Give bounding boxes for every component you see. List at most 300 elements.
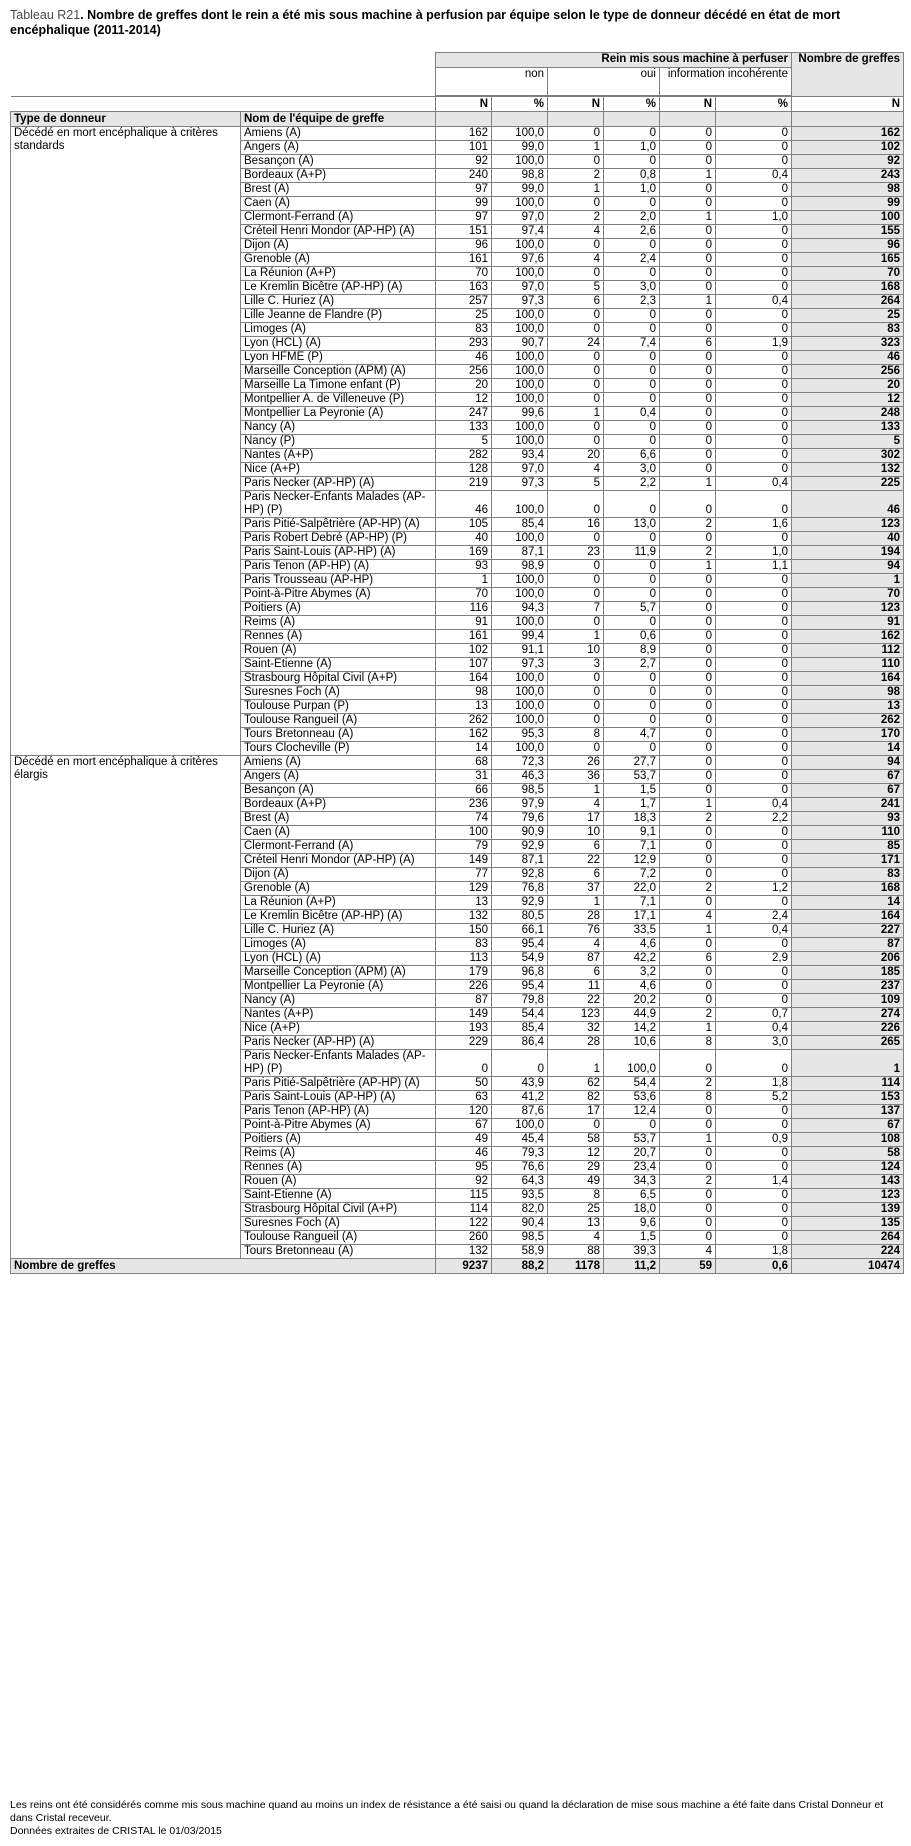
cell-non-pct: 43,9 bbox=[492, 1077, 548, 1091]
cell-total: 164 bbox=[792, 910, 904, 924]
n-header: N bbox=[792, 97, 904, 112]
cell-non-n: 122 bbox=[436, 1217, 492, 1231]
cell-non-n: 102 bbox=[436, 644, 492, 658]
cell-inc-pct: 3,0 bbox=[716, 1036, 792, 1050]
cell-non-n: 193 bbox=[436, 1022, 492, 1036]
cell-oui-n: 8 bbox=[548, 728, 604, 742]
cell-non-pct: 100,0 bbox=[492, 1119, 548, 1133]
cell-non-n: 236 bbox=[436, 798, 492, 812]
cell-non-pct: 94,3 bbox=[492, 602, 548, 616]
cell-oui-pct: 0 bbox=[604, 239, 660, 253]
cell-total: 1 bbox=[792, 574, 904, 588]
cell-total: 226 bbox=[792, 1022, 904, 1036]
cell-oui-n: 82 bbox=[548, 1091, 604, 1105]
cell-non-n: 169 bbox=[436, 546, 492, 560]
cell-total: 237 bbox=[792, 980, 904, 994]
cell-non-n: 79 bbox=[436, 840, 492, 854]
cell-non-pct: 97,9 bbox=[492, 798, 548, 812]
team-name: Limoges (A) bbox=[241, 938, 436, 952]
cell-non-pct: 0 bbox=[492, 1050, 548, 1077]
cell-non-n: 120 bbox=[436, 1105, 492, 1119]
cell-oui-n: 76 bbox=[548, 924, 604, 938]
cell-oui-n: 7 bbox=[548, 602, 604, 616]
team-name: Clermont-Ferrand (A) bbox=[241, 840, 436, 854]
cell-total: 1 bbox=[792, 1050, 904, 1077]
team-name: Lyon (HCL) (A) bbox=[241, 337, 436, 351]
cell-oui-n: 58 bbox=[548, 1133, 604, 1147]
cell-non-n: 282 bbox=[436, 449, 492, 463]
cell-inc-n: 0 bbox=[660, 700, 716, 714]
cell-total: 143 bbox=[792, 1175, 904, 1189]
team-name: Tours Bretonneau (A) bbox=[241, 728, 436, 742]
cell-non-pct: 95,4 bbox=[492, 938, 548, 952]
team-name: Nantes (A+P) bbox=[241, 449, 436, 463]
cell-non-n: 164 bbox=[436, 672, 492, 686]
cell-non-pct: 82,0 bbox=[492, 1203, 548, 1217]
table-title bbox=[10, 8, 905, 38]
cell-inc-n: 1 bbox=[660, 1022, 716, 1036]
cell-inc-pct: 0 bbox=[716, 155, 792, 169]
cell-oui-n: 0 bbox=[548, 700, 604, 714]
cell-inc-pct: 0 bbox=[716, 826, 792, 840]
cell-non-pct: 100,0 bbox=[492, 323, 548, 337]
cell-oui-pct: 6,6 bbox=[604, 449, 660, 463]
cell-oui-n: 4 bbox=[548, 1231, 604, 1245]
cell-oui-pct: 3,0 bbox=[604, 281, 660, 295]
cell-oui-pct: 0 bbox=[604, 435, 660, 449]
cell-non-n: 70 bbox=[436, 588, 492, 602]
cell-non-pct: 46,3 bbox=[492, 770, 548, 784]
cell-inc-n: 0 bbox=[660, 742, 716, 756]
cell-oui-n: 4 bbox=[548, 253, 604, 267]
cell-non-n: 87 bbox=[436, 994, 492, 1008]
cell-inc-n: 0 bbox=[660, 574, 716, 588]
cell-non-n: 219 bbox=[436, 477, 492, 491]
cell-inc-n: 2 bbox=[660, 882, 716, 896]
cell-total: 99 bbox=[792, 197, 904, 211]
cell-inc-n: 0 bbox=[660, 365, 716, 379]
cell-total: 46 bbox=[792, 351, 904, 365]
cell-oui-pct: 2,6 bbox=[604, 225, 660, 239]
cell-non-n: 49 bbox=[436, 1133, 492, 1147]
cell-oui-n: 0 bbox=[548, 714, 604, 728]
col-total-blank bbox=[792, 112, 904, 127]
cell-inc-n: 1 bbox=[660, 798, 716, 812]
cell-non-pct: 100,0 bbox=[492, 532, 548, 546]
team-name: Lille C. Huriez (A) bbox=[241, 295, 436, 309]
cell-oui-n: 0 bbox=[548, 421, 604, 435]
cell-inc-pct: 0 bbox=[716, 784, 792, 798]
cell-oui-pct: 4,6 bbox=[604, 980, 660, 994]
team-name: Suresnes Foch (A) bbox=[241, 686, 436, 700]
cell-inc-n: 0 bbox=[660, 239, 716, 253]
cell-oui-pct: 2,2 bbox=[604, 477, 660, 491]
cell-oui-n: 5 bbox=[548, 281, 604, 295]
sub-header-oui: oui bbox=[548, 68, 660, 96]
total-oui-pct: 11,2 bbox=[604, 1259, 660, 1274]
cell-total: 123 bbox=[792, 1189, 904, 1203]
cell-non-pct: 85,4 bbox=[492, 1022, 548, 1036]
cell-total: 132 bbox=[792, 463, 904, 477]
cell-oui-pct: 54,4 bbox=[604, 1077, 660, 1091]
cell-non-n: 92 bbox=[436, 155, 492, 169]
team-name: Paris Necker (AP-HP) (A) bbox=[241, 477, 436, 491]
cell-non-pct: 41,2 bbox=[492, 1091, 548, 1105]
team-name: Marseille La Timone enfant (P) bbox=[241, 379, 436, 393]
cell-oui-n: 62 bbox=[548, 1077, 604, 1091]
cell-oui-n: 0 bbox=[548, 574, 604, 588]
team-name: Le Kremlin Bicêtre (AP-HP) (A) bbox=[241, 281, 436, 295]
cell-non-n: 226 bbox=[436, 980, 492, 994]
team-name: Clermont-Ferrand (A) bbox=[241, 211, 436, 225]
cell-non-n: 162 bbox=[436, 127, 492, 141]
cell-oui-n: 2 bbox=[548, 211, 604, 225]
cell-non-n: 63 bbox=[436, 1091, 492, 1105]
cell-oui-pct: 0 bbox=[604, 197, 660, 211]
cell-non-pct: 95,4 bbox=[492, 980, 548, 994]
team-name: Rennes (A) bbox=[241, 1161, 436, 1175]
cell-non-pct: 100,0 bbox=[492, 239, 548, 253]
cell-inc-n: 0 bbox=[660, 784, 716, 798]
cell-total: 85 bbox=[792, 840, 904, 854]
cell-oui-pct: 39,3 bbox=[604, 1245, 660, 1259]
cell-non-pct: 93,5 bbox=[492, 1189, 548, 1203]
total-grafts: 10474 bbox=[792, 1259, 904, 1274]
total-row bbox=[11, 1259, 904, 1274]
cell-non-pct: 95,3 bbox=[492, 728, 548, 742]
cell-inc-pct: 0 bbox=[716, 421, 792, 435]
cell-total: 227 bbox=[792, 924, 904, 938]
cell-total: 206 bbox=[792, 952, 904, 966]
cell-non-n: 46 bbox=[436, 351, 492, 365]
footnote-2: Données extraites de CRISTAL le 01/03/2015 bbox=[10, 1825, 222, 1837]
cell-inc-n: 2 bbox=[660, 812, 716, 826]
cell-inc-pct: 0 bbox=[716, 365, 792, 379]
cell-inc-n: 0 bbox=[660, 463, 716, 477]
cell-oui-n: 24 bbox=[548, 337, 604, 351]
cell-oui-n: 0 bbox=[548, 532, 604, 546]
cell-inc-n: 0 bbox=[660, 588, 716, 602]
cell-inc-n: 0 bbox=[660, 616, 716, 630]
cell-oui-pct: 17,1 bbox=[604, 910, 660, 924]
cell-oui-n: 17 bbox=[548, 812, 604, 826]
team-name: Paris Robert Debré (AP-HP) (P) bbox=[241, 532, 436, 546]
cell-oui-n: 20 bbox=[548, 449, 604, 463]
cell-oui-n: 28 bbox=[548, 910, 604, 924]
cell-oui-n: 0 bbox=[548, 1119, 604, 1133]
cell-non-pct: 100,0 bbox=[492, 588, 548, 602]
cell-non-n: 98 bbox=[436, 686, 492, 700]
cell-inc-pct: 0,7 bbox=[716, 1008, 792, 1022]
cell-oui-pct: 10,6 bbox=[604, 1036, 660, 1050]
cell-non-n: 260 bbox=[436, 1231, 492, 1245]
team-name: Caen (A) bbox=[241, 197, 436, 211]
cell-total: 153 bbox=[792, 1091, 904, 1105]
team-name: Saint-Etienne (A) bbox=[241, 658, 436, 672]
cell-inc-n: 6 bbox=[660, 337, 716, 351]
cell-inc-pct: 0,4 bbox=[716, 295, 792, 309]
team-name: Montpellier La Peyronie (A) bbox=[241, 980, 436, 994]
cell-oui-pct: 0 bbox=[604, 267, 660, 281]
cell-inc-n: 0 bbox=[660, 253, 716, 267]
cell-non-pct: 100,0 bbox=[492, 267, 548, 281]
cell-oui-pct: 3,2 bbox=[604, 966, 660, 980]
cell-inc-pct: 0 bbox=[716, 1231, 792, 1245]
team-name: Toulouse Purpan (P) bbox=[241, 700, 436, 714]
cell-oui-pct: 1,5 bbox=[604, 1231, 660, 1245]
team-name: Rennes (A) bbox=[241, 630, 436, 644]
cell-oui-n: 4 bbox=[548, 225, 604, 239]
cell-non-n: 0 bbox=[436, 1050, 492, 1077]
cell-total: 264 bbox=[792, 295, 904, 309]
cell-oui-pct: 2,3 bbox=[604, 295, 660, 309]
cell-inc-n: 0 bbox=[660, 826, 716, 840]
team-name: Tours Bretonneau (A) bbox=[241, 1245, 436, 1259]
cell-inc-pct: 0 bbox=[716, 602, 792, 616]
cell-inc-n: 0 bbox=[660, 1217, 716, 1231]
cell-total: 170 bbox=[792, 728, 904, 742]
cell-non-pct: 100,0 bbox=[492, 365, 548, 379]
cell-non-n: 74 bbox=[436, 812, 492, 826]
cell-oui-n: 10 bbox=[548, 644, 604, 658]
cell-oui-pct: 0 bbox=[604, 127, 660, 141]
cell-total: 67 bbox=[792, 1119, 904, 1133]
cell-oui-pct: 0 bbox=[604, 351, 660, 365]
cell-non-pct: 79,3 bbox=[492, 1147, 548, 1161]
cell-inc-pct: 2,2 bbox=[716, 812, 792, 826]
cell-oui-pct: 0 bbox=[604, 323, 660, 337]
team-name: Paris Pitié-Salpêtrière (AP-HP) (A) bbox=[241, 518, 436, 532]
cell-inc-pct: 1,2 bbox=[716, 882, 792, 896]
cell-oui-n: 0 bbox=[548, 351, 604, 365]
cell-oui-pct: 18,3 bbox=[604, 812, 660, 826]
cell-non-n: 12 bbox=[436, 393, 492, 407]
pct-header: % bbox=[716, 97, 792, 112]
cell-total: 70 bbox=[792, 588, 904, 602]
cell-inc-n: 0 bbox=[660, 728, 716, 742]
cell-non-pct: 100,0 bbox=[492, 435, 548, 449]
cell-inc-n: 0 bbox=[660, 1189, 716, 1203]
cell-oui-pct: 9,6 bbox=[604, 1217, 660, 1231]
team-name: Poitiers (A) bbox=[241, 602, 436, 616]
n-header: N bbox=[436, 97, 492, 112]
group-header: Rein mis sous machine à perfuser bbox=[436, 53, 792, 68]
cell-oui-pct: 0 bbox=[604, 672, 660, 686]
team-name: Rouen (A) bbox=[241, 644, 436, 658]
cell-inc-n: 0 bbox=[660, 421, 716, 435]
cell-total: 93 bbox=[792, 812, 904, 826]
cell-non-pct: 100,0 bbox=[492, 742, 548, 756]
cell-oui-pct: 0 bbox=[604, 588, 660, 602]
cell-oui-n: 0 bbox=[548, 491, 604, 518]
cell-oui-pct: 0 bbox=[604, 742, 660, 756]
cell-oui-n: 0 bbox=[548, 309, 604, 323]
cell-non-pct: 99,0 bbox=[492, 183, 548, 197]
cell-total: 14 bbox=[792, 742, 904, 756]
cell-inc-pct: 0 bbox=[716, 127, 792, 141]
team-name: Nancy (A) bbox=[241, 994, 436, 1008]
cell-non-n: 83 bbox=[436, 323, 492, 337]
cell-total: 274 bbox=[792, 1008, 904, 1022]
cell-total: 87 bbox=[792, 938, 904, 952]
total-inc-pct: 0,6 bbox=[716, 1259, 792, 1274]
team-name: Saint-Etienne (A) bbox=[241, 1189, 436, 1203]
cell-total: 98 bbox=[792, 183, 904, 197]
cell-inc-pct: 0 bbox=[716, 281, 792, 295]
cell-non-n: 257 bbox=[436, 295, 492, 309]
cell-inc-n: 0 bbox=[660, 840, 716, 854]
cell-oui-pct: 20,7 bbox=[604, 1147, 660, 1161]
cell-inc-pct: 0,4 bbox=[716, 924, 792, 938]
cell-total: 114 bbox=[792, 1077, 904, 1091]
cell-inc-pct: 0 bbox=[716, 532, 792, 546]
cell-non-pct: 79,8 bbox=[492, 994, 548, 1008]
cell-inc-pct: 1,4 bbox=[716, 1175, 792, 1189]
team-name: Caen (A) bbox=[241, 826, 436, 840]
pct-header: % bbox=[492, 97, 548, 112]
cell-oui-pct: 53,6 bbox=[604, 1091, 660, 1105]
cell-inc-n: 1 bbox=[660, 477, 716, 491]
cell-oui-pct: 2,0 bbox=[604, 211, 660, 225]
cell-oui-n: 1 bbox=[548, 784, 604, 798]
data-table bbox=[10, 52, 904, 1274]
cell-inc-n: 0 bbox=[660, 407, 716, 421]
cell-non-pct: 87,1 bbox=[492, 546, 548, 560]
cell-oui-n: 0 bbox=[548, 197, 604, 211]
cell-inc-pct: 0 bbox=[716, 616, 792, 630]
cell-inc-pct: 1,0 bbox=[716, 211, 792, 225]
cell-inc-n: 1 bbox=[660, 560, 716, 574]
cell-inc-pct: 0 bbox=[716, 183, 792, 197]
cell-inc-n: 0 bbox=[660, 351, 716, 365]
cell-inc-pct: 1,0 bbox=[716, 546, 792, 560]
cell-non-n: 25 bbox=[436, 309, 492, 323]
cell-inc-n: 2 bbox=[660, 1175, 716, 1189]
cell-non-n: 13 bbox=[436, 896, 492, 910]
cell-oui-pct: 0 bbox=[604, 700, 660, 714]
cell-inc-pct: 0 bbox=[716, 1217, 792, 1231]
cell-inc-n: 1 bbox=[660, 924, 716, 938]
cell-non-n: 1 bbox=[436, 574, 492, 588]
team-name: Paris Necker-Enfants Malades (AP-HP) (P) bbox=[241, 491, 436, 518]
cell-non-n: 77 bbox=[436, 868, 492, 882]
cell-inc-pct: 0 bbox=[716, 267, 792, 281]
team-name: Limoges (A) bbox=[241, 323, 436, 337]
cell-inc-pct: 0 bbox=[716, 197, 792, 211]
cell-non-pct: 97,4 bbox=[492, 225, 548, 239]
n-header: N bbox=[548, 97, 604, 112]
cell-inc-pct: 1,9 bbox=[716, 337, 792, 351]
cell-non-pct: 90,4 bbox=[492, 1217, 548, 1231]
cell-non-pct: 99,0 bbox=[492, 141, 548, 155]
cell-non-pct: 100,0 bbox=[492, 672, 548, 686]
team-name: Paris Trousseau (AP-HP) bbox=[241, 574, 436, 588]
cell-total: 248 bbox=[792, 407, 904, 421]
team-name: Grenoble (A) bbox=[241, 253, 436, 267]
cell-inc-pct: 0,4 bbox=[716, 169, 792, 183]
cell-oui-n: 22 bbox=[548, 854, 604, 868]
cell-oui-pct: 12,9 bbox=[604, 854, 660, 868]
cell-oui-pct: 0 bbox=[604, 560, 660, 574]
cell-inc-pct: 0,9 bbox=[716, 1133, 792, 1147]
donor-type: Décédé en mort encéphalique à critères standards bbox=[11, 127, 241, 756]
cell-oui-pct: 14,2 bbox=[604, 1022, 660, 1036]
col-team-header: Nom de l'équipe de greffe bbox=[241, 112, 436, 127]
cell-inc-pct: 0,4 bbox=[716, 477, 792, 491]
cell-inc-n: 0 bbox=[660, 1203, 716, 1217]
cell-inc-n: 4 bbox=[660, 1245, 716, 1259]
team-name: Strasbourg Hôpital Civil (A+P) bbox=[241, 1203, 436, 1217]
cell-inc-n: 0 bbox=[660, 379, 716, 393]
cell-oui-pct: 0 bbox=[604, 393, 660, 407]
cell-inc-pct: 0 bbox=[716, 980, 792, 994]
cell-total: 256 bbox=[792, 365, 904, 379]
team-name: Lyon (HCL) (A) bbox=[241, 952, 436, 966]
team-name: Tours Clocheville (P) bbox=[241, 742, 436, 756]
cell-oui-pct: 0 bbox=[604, 421, 660, 435]
cell-non-n: 128 bbox=[436, 463, 492, 477]
n-header: N bbox=[660, 97, 716, 112]
donor-type: Décédé en mort encéphalique à critères élargis bbox=[11, 756, 241, 1259]
cell-inc-pct: 0 bbox=[716, 644, 792, 658]
cell-oui-n: 6 bbox=[548, 295, 604, 309]
cell-non-pct: 100,0 bbox=[492, 197, 548, 211]
cell-oui-pct: 9,1 bbox=[604, 826, 660, 840]
cell-non-pct: 100,0 bbox=[492, 379, 548, 393]
cell-non-n: 163 bbox=[436, 281, 492, 295]
cell-oui-n: 0 bbox=[548, 379, 604, 393]
cell-non-n: 116 bbox=[436, 602, 492, 616]
cell-non-pct: 98,9 bbox=[492, 560, 548, 574]
cell-total: 83 bbox=[792, 323, 904, 337]
cell-oui-pct: 2,4 bbox=[604, 253, 660, 267]
cell-inc-n: 0 bbox=[660, 435, 716, 449]
cell-total: 139 bbox=[792, 1203, 904, 1217]
cell-total: 302 bbox=[792, 449, 904, 463]
team-name: Angers (A) bbox=[241, 770, 436, 784]
team-name: Nice (A+P) bbox=[241, 463, 436, 477]
cell-inc-n: 0 bbox=[660, 602, 716, 616]
cell-total: 108 bbox=[792, 1133, 904, 1147]
cell-oui-pct: 4,6 bbox=[604, 938, 660, 952]
team-name: Brest (A) bbox=[241, 183, 436, 197]
cell-inc-pct: 0 bbox=[716, 393, 792, 407]
total-inc-n: 59 bbox=[660, 1259, 716, 1274]
cell-non-n: 93 bbox=[436, 560, 492, 574]
cell-non-n: 92 bbox=[436, 1175, 492, 1189]
team-name: Lyon HFME (P) bbox=[241, 351, 436, 365]
cell-total: 96 bbox=[792, 239, 904, 253]
cell-inc-n: 0 bbox=[660, 1147, 716, 1161]
cell-total: 70 bbox=[792, 267, 904, 281]
team-name: Besançon (A) bbox=[241, 784, 436, 798]
cell-inc-pct: 0 bbox=[716, 435, 792, 449]
team-name: Dijon (A) bbox=[241, 239, 436, 253]
team-name: Brest (A) bbox=[241, 812, 436, 826]
cell-non-n: 115 bbox=[436, 1189, 492, 1203]
cell-total: 123 bbox=[792, 518, 904, 532]
cell-non-pct: 54,4 bbox=[492, 1008, 548, 1022]
cell-non-pct: 97,3 bbox=[492, 295, 548, 309]
cell-non-pct: 100,0 bbox=[492, 616, 548, 630]
cell-inc-pct: 0 bbox=[716, 868, 792, 882]
team-name: Lille C. Huriez (A) bbox=[241, 924, 436, 938]
cell-non-n: 161 bbox=[436, 253, 492, 267]
team-name: Paris Necker-Enfants Malades (AP-HP) (P) bbox=[241, 1050, 436, 1077]
cell-inc-pct: 0 bbox=[716, 1189, 792, 1203]
cell-inc-n: 0 bbox=[660, 1231, 716, 1245]
cell-inc-pct: 0 bbox=[716, 1203, 792, 1217]
